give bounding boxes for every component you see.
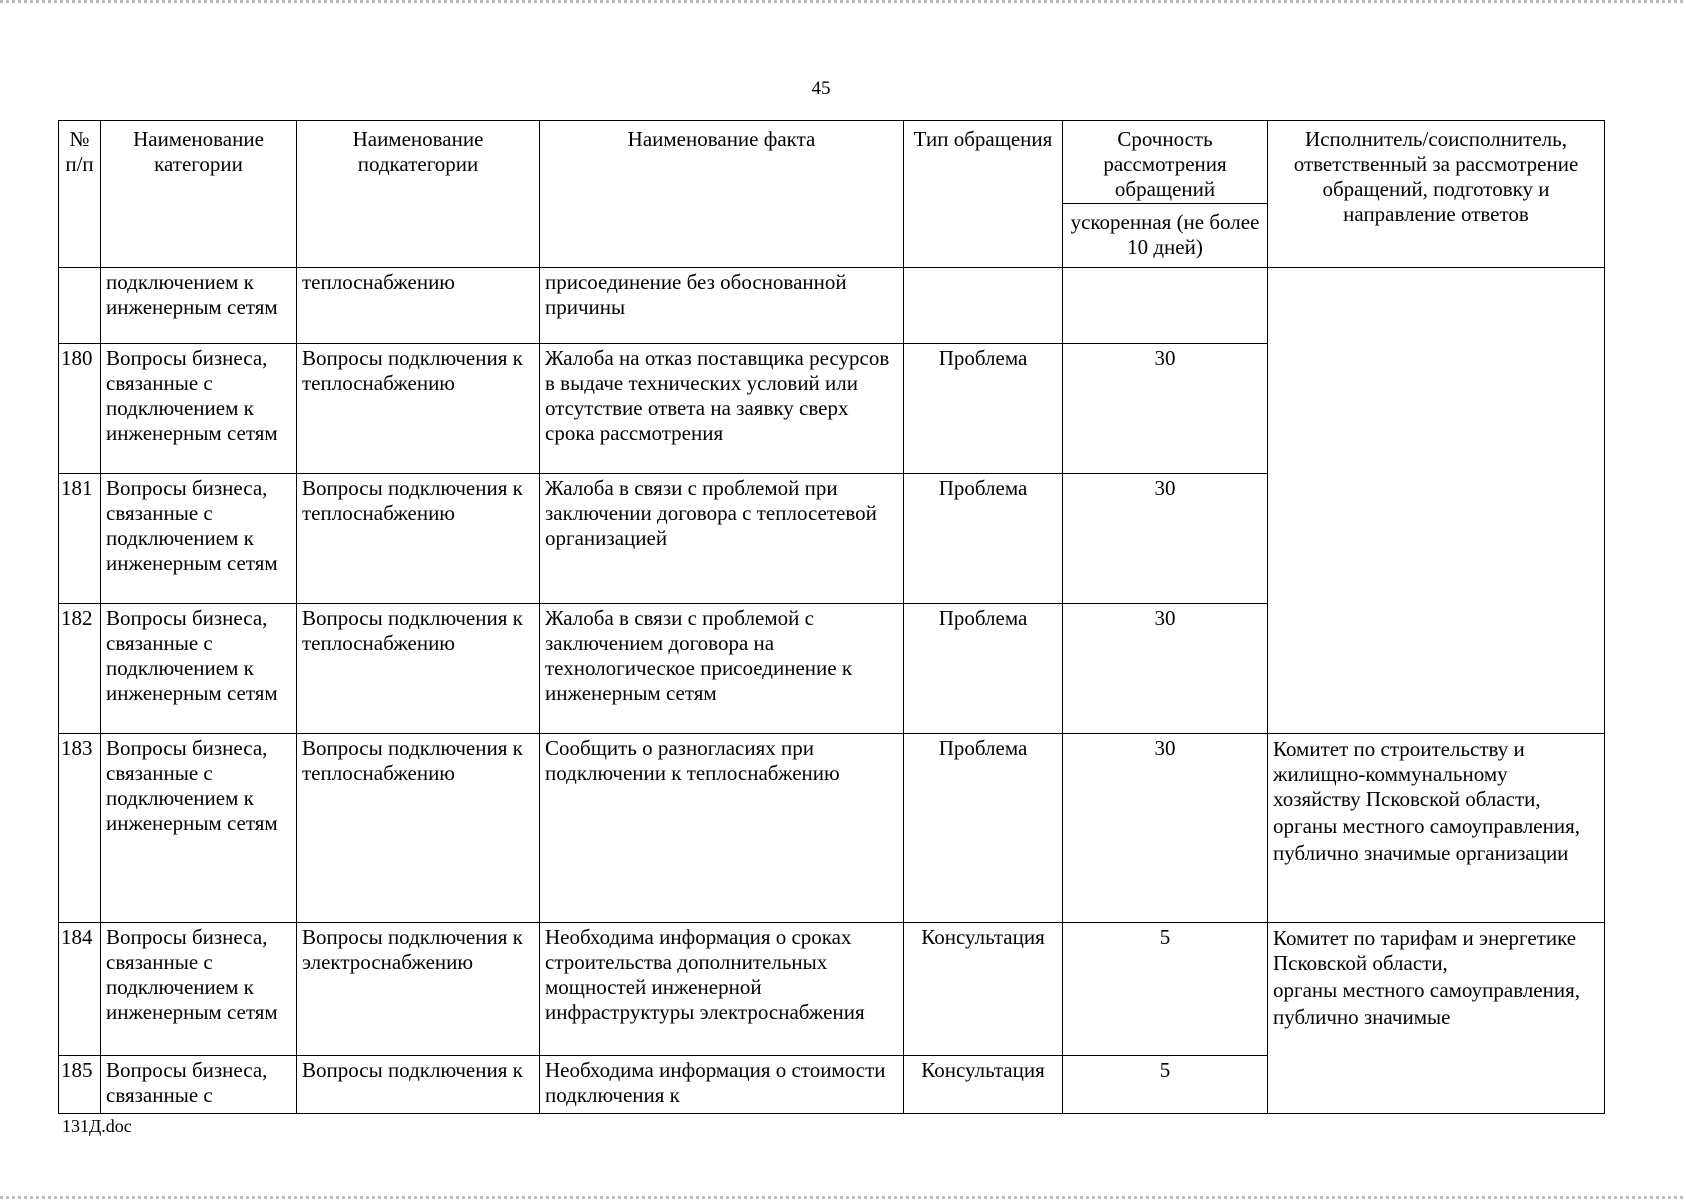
classifier-table — [58, 120, 1605, 1114]
row-type: Проблема — [904, 604, 1063, 734]
executor-line: органы местного самоуправления, — [1273, 814, 1581, 838]
row-subcategory: теплоснабжению — [297, 268, 540, 344]
row-category: Вопросы бизнеса, связанные с подключением к инженерным сетям — [101, 923, 297, 1056]
row-number: 181 — [59, 474, 101, 604]
header-urgency: Срочность рассмотрения обращений — [1063, 121, 1268, 204]
row-executor — [1268, 734, 1605, 923]
row-urgency: 30 — [1063, 344, 1268, 474]
row-type: Проблема — [904, 474, 1063, 604]
row-subcategory: Вопросы подключения к электроснабжению — [297, 923, 540, 1056]
row-urgency: 30 — [1063, 604, 1268, 734]
row-fact: Жалоба в связи с проблемой с заключением договора на технологическое присоединение к инженерным сетям — [540, 604, 904, 734]
header-category: Наименование категории — [101, 121, 297, 268]
scan-edge-bottom — [0, 1196, 1686, 1199]
row-fact: Необходима информация о стоимости подключения к — [540, 1056, 904, 1114]
row-executor — [1268, 923, 1605, 1114]
executor-line: Комитет по тарифам и энергетике Псковской области, — [1273, 926, 1577, 975]
executor-line: Комитет по строительству и жилищно-коммунальному хозяйству Псковской области, — [1273, 737, 1541, 811]
row-number: 185 — [59, 1056, 101, 1114]
row-category: Вопросы бизнеса, связанные с подключением к инженерным сетям — [101, 734, 297, 923]
row-urgency: 5 — [1063, 1056, 1268, 1114]
row-number: 184 — [59, 923, 101, 1056]
row-type: Проблема — [904, 734, 1063, 923]
executor-line: публично значимые — [1273, 1005, 1451, 1029]
row-fact: Сообщить о разногласиях при подключении к теплоснабжению — [540, 734, 904, 923]
row-category: Вопросы бизнеса, связанные с — [101, 1056, 297, 1114]
row-number: 183 — [59, 734, 101, 923]
row-fact: присоединение без обоснованной причины — [540, 268, 904, 344]
row-category: Вопросы бизнеса, связанные с подключением к инженерным сетям — [101, 474, 297, 604]
row-fact: Жалоба в связи с проблемой при заключении договора с теплосетевой организацией — [540, 474, 904, 604]
row-subcategory: Вопросы подключения к теплоснабжению — [297, 734, 540, 923]
row-urgency — [1063, 268, 1268, 344]
row-category: Вопросы бизнеса, связанные с подключением к инженерным сетям — [101, 344, 297, 474]
row-subcategory: Вопросы подключения к теплоснабжению — [297, 604, 540, 734]
row-type: Консультация — [904, 1056, 1063, 1114]
header-row — [59, 121, 1605, 204]
row-executor-continued — [1268, 268, 1605, 734]
header-type: Тип обращения — [904, 121, 1063, 268]
executor-line: органы местного самоуправления, — [1273, 978, 1581, 1002]
header-urgency-accelerated: ускоренная (не более 10 дней) — [1063, 204, 1268, 268]
row-subcategory: Вопросы подключения к — [297, 1056, 540, 1114]
header-executor: Исполнитель/соисполнитель, ответственный за рассмотрение обращений, подготовку и направление ответов — [1268, 121, 1605, 268]
row-urgency: 30 — [1063, 474, 1268, 604]
row-urgency: 30 — [1063, 734, 1268, 923]
row-urgency: 5 — [1063, 923, 1268, 1056]
row-type: Консультация — [904, 923, 1063, 1056]
header-no: № п/п — [59, 121, 101, 268]
table-row — [59, 734, 1605, 923]
row-number: 182 — [59, 604, 101, 734]
row-fact: Жалоба на отказ поставщика ресурсов в выдаче технических условий или отсутствие ответа на заявку сверх срока рассмотрения — [540, 344, 904, 474]
header-fact: Наименование факта — [540, 121, 904, 268]
row-type — [904, 268, 1063, 344]
footer-filename: 131Д.doc — [62, 1116, 132, 1136]
row-number — [59, 268, 101, 344]
row-fact: Необходима информация о сроках строительства дополнительных мощностей инженерной инфраструктуры электроснабжения — [540, 923, 904, 1056]
row-category: подключением к инженерным сетям — [101, 268, 297, 344]
table-row — [59, 923, 1605, 1056]
header-subcategory: Наименование подкатегории — [297, 121, 540, 268]
row-subcategory: Вопросы подключения к теплоснабжению — [297, 474, 540, 604]
page-number: 45 — [811, 78, 831, 99]
row-category: Вопросы бизнеса, связанные с подключением к инженерным сетям — [101, 604, 297, 734]
row-type: Проблема — [904, 344, 1063, 474]
row-subcategory: Вопросы подключения к теплоснабжению — [297, 344, 540, 474]
executor-line: публично значимые организации — [1273, 841, 1569, 865]
row-number: 180 — [59, 344, 101, 474]
table-row — [59, 268, 1605, 344]
scan-edge-top — [0, 0, 1686, 3]
